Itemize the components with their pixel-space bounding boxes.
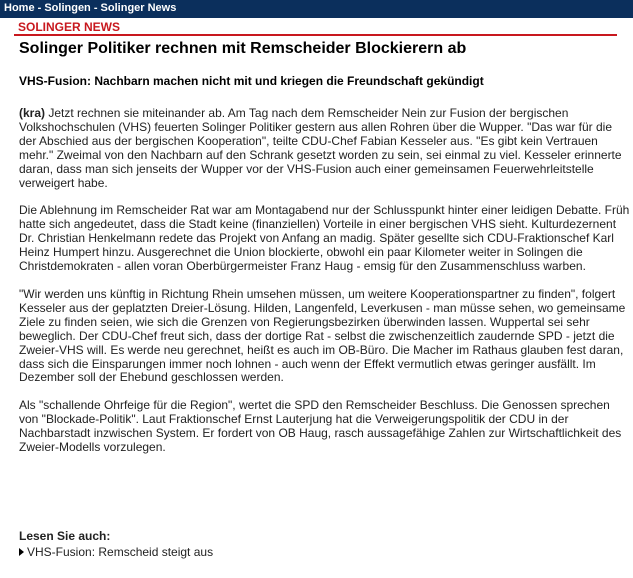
article-headline: Solinger Politiker rechnen mit Remscheider Blockierern ab	[19, 40, 467, 57]
read-more-section	[19, 529, 619, 559]
triangle-right-icon	[19, 548, 24, 556]
read-more-link-item[interactable]	[19, 545, 619, 559]
article-subheadline: VHS-Fusion: Nachbarn machen nicht mit und kriegen die Freundschaft gekündigt	[19, 74, 484, 88]
article-paragraph-2: Die Ablehnung im Remscheider Rat war am Montagabend nur der Schlusspunkt hinter einer leidigen Debatte. Früh hatte sich angedeutet, dass die Stadt keine (finanziellen) Vorteile in einer bergischen VHS sieht. Kulturdezernent Dr. Christian Henkelmann redete das Projekt von Anfang an madig. Später gesellte sich CDU-Fraktionschef Karl Heinz Humpert hinzu. Ausgerechnet die Union blockierte, obwohl ein paar Kilometer weiter in Solingen die Christdemokraten - allen voran Oberbürgermeister Franz Haug - emsig für den Zusammenschluss warben.	[19, 203, 630, 274]
paragraph-1-text: Jetzt rechnen sie miteinander ab. Am Tag nach dem Remscheider Nein zur Fusion der bergischen Volkshochschulen (VHS) feuerten Solinger Politiker gestern aus allen Rohren über die Wupper. "Das war für die der Abschied aus der bergischen Kooperation", teilte CDU-Chef Fabian Kesseler aus. "Es gibt kein Vertrauen mehr." Zweimal von den Nachbarn auf den Schrank gesetzt worden zu sein, sei einmal zu viel. Kesseler erinnerte daran, dass man sich jenseits der Wupper vor der VHS-Fusion auch einer gemeinsamen Feuerwehrleitstelle verweigert habe.	[19, 106, 622, 190]
section-divider	[14, 34, 617, 36]
author-tag: (kra)	[19, 106, 46, 120]
article-paragraph-3: "Wir werden uns künftig in Richtung Rhein umsehen müssen, um weitere Kooperationspartner zu finden", folgert Kesseler aus der geplatzten Dreier-Lösung. Hilden, Langenfeld, Leverkusen - man müsse sehen, wo gemeinsame Ziele zu finden seien, wie sich die Grenzen von Regierungsbezirken überwinden lassen. Wuppertal sei sehr beweglich. Der CDU-Chef freut sich, dass der dortige Rat - selbst die zwischenzeitlich zaudernde SPD - jetzt die Zweier-VHS will. Es werde neu gerechnet, heißt es auch im OB-Büro. Die Macher im Rathaus glauben fest daran, dass sich die Einsparungen immer noch lohnen - auch wenn der Effekt vermutlich etwas geringer ausfällt. Im Dezember soll der Ehebund geschlossen werden.	[19, 286, 626, 385]
article-paragraph-4: Als "schallende Ohrfeige für die Region", wertet die SPD den Remscheider Beschluss. Die Genossen sprechen von "Blockade-Politik". Laut Fraktionschef Ernst Lauterjung hat die Verweigerungspolitik der CDU in der Nachbarstadt inzwischen System. Er fordert von OB Haug, rasch aussagefähige Zahlen zur Wirtschaftlichkeit des Zweier-Modells vorzulegen.	[19, 398, 622, 455]
read-more-heading: Lesen Sie auch:	[19, 529, 111, 543]
read-more-link[interactable]: VHS-Fusion: Remscheid steigt aus	[27, 545, 214, 559]
section-label: SOLINGER NEWS	[18, 20, 121, 34]
navigation-bar	[0, 0, 633, 18]
article-body	[19, 107, 631, 469]
article-paragraph-1	[19, 107, 631, 190]
breadcrumb[interactable]: Home - Solingen - Solinger News	[4, 2, 177, 14]
